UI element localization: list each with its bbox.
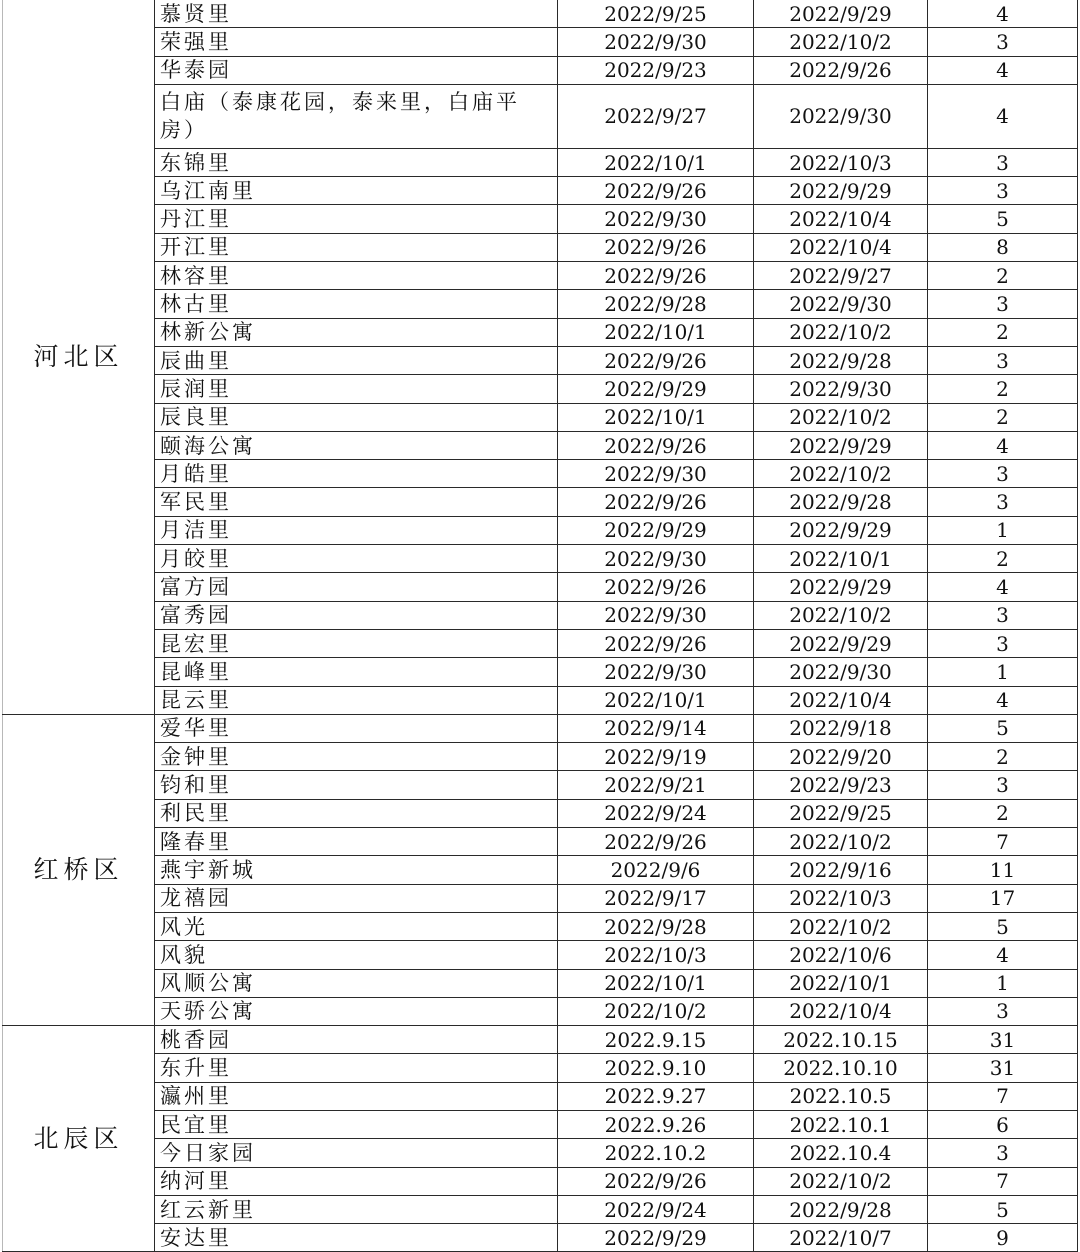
start-date-cell: 2022.9.10 — [558, 1054, 754, 1082]
days-count-cell: 3 — [928, 460, 1078, 488]
start-date-cell: 2022/9/26 — [558, 233, 754, 261]
place-cell: 慕贤里 — [155, 0, 558, 28]
start-date-cell: 2022/9/23 — [558, 56, 754, 84]
place-cell: 军民里 — [155, 488, 558, 516]
start-date-cell: 2022/9/26 — [558, 828, 754, 856]
table-row — [3, 205, 1078, 233]
end-date-cell: 2022/10/2 — [754, 1167, 928, 1195]
days-count-cell: 7 — [928, 828, 1078, 856]
start-date-cell: 2022/9/17 — [558, 884, 754, 912]
days-count-cell: 3 — [928, 629, 1078, 657]
place-cell: 月皓里 — [155, 460, 558, 488]
days-count-cell: 31 — [928, 1026, 1078, 1054]
place-cell: 风光 — [155, 912, 558, 940]
start-date-cell: 2022.9.27 — [558, 1082, 754, 1110]
start-date-cell: 2022/9/26 — [558, 573, 754, 601]
table-row — [3, 1110, 1078, 1138]
place-cell: 今日家园 — [155, 1139, 558, 1167]
place-cell: 红云新里 — [155, 1195, 558, 1223]
end-date-cell: 2022/9/30 — [754, 290, 928, 318]
place-cell: 开江里 — [155, 233, 558, 261]
place-cell: 金钟里 — [155, 743, 558, 771]
place-cell: 辰润里 — [155, 375, 558, 403]
end-date-cell: 2022/9/29 — [754, 516, 928, 544]
table-row — [3, 0, 1078, 28]
days-count-cell: 1 — [928, 658, 1078, 686]
end-date-cell: 2022.10.15 — [754, 1026, 928, 1054]
end-date-cell: 2022/9/29 — [754, 0, 928, 28]
place-cell: 民宜里 — [155, 1110, 558, 1138]
end-date-cell: 2022/10/2 — [754, 403, 928, 431]
start-date-cell: 2022/9/28 — [558, 290, 754, 318]
start-date-cell: 2022/9/26 — [558, 488, 754, 516]
days-count-cell: 5 — [928, 714, 1078, 742]
table-row — [3, 828, 1078, 856]
days-count-cell: 2 — [928, 403, 1078, 431]
days-count-cell: 3 — [928, 1139, 1078, 1167]
place-cell: 东锦里 — [155, 148, 558, 176]
end-date-cell: 2022/9/16 — [754, 856, 928, 884]
place-cell: 丹江里 — [155, 205, 558, 233]
table-row — [3, 629, 1078, 657]
end-date-cell: 2022/10/6 — [754, 941, 928, 969]
start-date-cell: 2022.10.2 — [558, 1139, 754, 1167]
table-row — [3, 573, 1078, 601]
start-date-cell: 2022/9/26 — [558, 431, 754, 459]
days-count-cell: 3 — [928, 290, 1078, 318]
days-count-cell: 8 — [928, 233, 1078, 261]
start-date-cell: 2022/9/26 — [558, 262, 754, 290]
days-count-cell: 9 — [928, 1224, 1078, 1252]
place-cell: 爱华里 — [155, 714, 558, 742]
table-body — [3, 0, 1078, 1252]
days-count-cell: 4 — [928, 56, 1078, 84]
end-date-cell: 2022/9/28 — [754, 346, 928, 374]
days-count-cell: 7 — [928, 1167, 1078, 1195]
days-count-cell: 4 — [928, 686, 1078, 714]
start-date-cell: 2022/9/19 — [558, 743, 754, 771]
start-date-cell: 2022/9/30 — [558, 601, 754, 629]
end-date-cell: 2022/9/28 — [754, 488, 928, 516]
place-cell: 林新公寓 — [155, 318, 558, 346]
place-cell: 风貌 — [155, 941, 558, 969]
days-count-cell: 2 — [928, 375, 1078, 403]
place-cell: 林古里 — [155, 290, 558, 318]
days-count-cell: 31 — [928, 1054, 1078, 1082]
table-row — [3, 28, 1078, 56]
table-row — [3, 148, 1078, 176]
table-row — [3, 431, 1078, 459]
district-cell: 河北区 — [3, 0, 155, 714]
days-count-cell: 6 — [928, 1110, 1078, 1138]
days-count-cell: 2 — [928, 545, 1078, 573]
table-row — [3, 290, 1078, 318]
days-count-cell: 4 — [928, 84, 1078, 148]
start-date-cell: 2022/9/28 — [558, 912, 754, 940]
days-count-cell: 3 — [928, 488, 1078, 516]
days-count-cell: 3 — [928, 771, 1078, 799]
table-row — [3, 1054, 1078, 1082]
start-date-cell: 2022/9/30 — [558, 545, 754, 573]
start-date-cell: 2022/9/26 — [558, 629, 754, 657]
place-cell: 桃香园 — [155, 1026, 558, 1054]
place-cell: 钧和里 — [155, 771, 558, 799]
table-row — [3, 318, 1078, 346]
table-row — [3, 714, 1078, 742]
days-count-cell: 3 — [928, 997, 1078, 1025]
days-count-cell: 5 — [928, 912, 1078, 940]
place-cell: 利民里 — [155, 799, 558, 827]
start-date-cell: 2022/9/26 — [558, 346, 754, 374]
end-date-cell: 2022/9/30 — [754, 375, 928, 403]
end-date-cell: 2022/9/20 — [754, 743, 928, 771]
days-count-cell: 2 — [928, 262, 1078, 290]
table-row — [3, 799, 1078, 827]
end-date-cell: 2022/9/25 — [754, 799, 928, 827]
table-row — [3, 969, 1078, 997]
table-row — [3, 375, 1078, 403]
table-row — [3, 460, 1078, 488]
start-date-cell: 2022/10/1 — [558, 318, 754, 346]
days-count-cell: 3 — [928, 28, 1078, 56]
place-cell: 荣强里 — [155, 28, 558, 56]
days-count-cell: 11 — [928, 856, 1078, 884]
place-cell: 天骄公寓 — [155, 997, 558, 1025]
table-row — [3, 403, 1078, 431]
days-count-cell: 1 — [928, 969, 1078, 997]
table-row — [3, 545, 1078, 573]
start-date-cell: 2022/10/1 — [558, 148, 754, 176]
table-row — [3, 884, 1078, 912]
start-date-cell: 2022/10/1 — [558, 403, 754, 431]
days-count-cell: 3 — [928, 148, 1078, 176]
end-date-cell: 2022.10.5 — [754, 1082, 928, 1110]
place-cell: 龙禧园 — [155, 884, 558, 912]
place-cell: 辰良里 — [155, 403, 558, 431]
end-date-cell: 2022/9/27 — [754, 262, 928, 290]
place-cell: 月洁里 — [155, 516, 558, 544]
start-date-cell: 2022/9/27 — [558, 84, 754, 148]
days-count-cell: 5 — [928, 205, 1078, 233]
start-date-cell: 2022/9/21 — [558, 771, 754, 799]
place-cell: 风顺公寓 — [155, 969, 558, 997]
end-date-cell: 2022/9/30 — [754, 84, 928, 148]
start-date-cell: 2022/10/1 — [558, 686, 754, 714]
start-date-cell: 2022/10/3 — [558, 941, 754, 969]
place-cell: 月皎里 — [155, 545, 558, 573]
days-count-cell: 3 — [928, 601, 1078, 629]
days-count-cell: 2 — [928, 799, 1078, 827]
start-date-cell: 2022.9.26 — [558, 1110, 754, 1138]
table-row — [3, 601, 1078, 629]
end-date-cell: 2022/10/2 — [754, 828, 928, 856]
start-date-cell: 2022/9/29 — [558, 1224, 754, 1252]
end-date-cell: 2022/10/1 — [754, 969, 928, 997]
place-cell: 乌江南里 — [155, 177, 558, 205]
end-date-cell: 2022/10/3 — [754, 884, 928, 912]
table-row — [3, 1224, 1078, 1252]
end-date-cell: 2022/10/4 — [754, 205, 928, 233]
end-date-cell: 2022/9/29 — [754, 629, 928, 657]
table-row — [3, 686, 1078, 714]
end-date-cell: 2022/9/29 — [754, 573, 928, 601]
start-date-cell: 2022/9/30 — [558, 658, 754, 686]
end-date-cell: 2022/10/2 — [754, 912, 928, 940]
start-date-cell: 2022/9/30 — [558, 28, 754, 56]
table-row — [3, 262, 1078, 290]
start-date-cell: 2022/9/26 — [558, 177, 754, 205]
start-date-cell: 2022/10/2 — [558, 997, 754, 1025]
table-row — [3, 658, 1078, 686]
table-row — [3, 84, 1078, 148]
place-cell: 瀛州里 — [155, 1082, 558, 1110]
place-cell: 颐海公寓 — [155, 431, 558, 459]
table-row — [3, 743, 1078, 771]
table-row — [3, 912, 1078, 940]
table-row — [3, 771, 1078, 799]
table-row — [3, 488, 1078, 516]
place-cell: 辰曲里 — [155, 346, 558, 374]
district-cell: 红桥区 — [3, 714, 155, 1025]
place-cell: 昆云里 — [155, 686, 558, 714]
table-row — [3, 1082, 1078, 1110]
days-count-cell: 2 — [928, 318, 1078, 346]
district-cell: 北辰区 — [3, 1026, 155, 1252]
start-date-cell: 2022/9/29 — [558, 516, 754, 544]
days-count-cell: 3 — [928, 177, 1078, 205]
table-row — [3, 1026, 1078, 1054]
table-row — [3, 346, 1078, 374]
table-row — [3, 1167, 1078, 1195]
end-date-cell: 2022/10/4 — [754, 233, 928, 261]
start-date-cell: 2022/9/30 — [558, 205, 754, 233]
table-row — [3, 997, 1078, 1025]
place-cell: 富方园 — [155, 573, 558, 601]
days-count-cell: 4 — [928, 941, 1078, 969]
start-date-cell: 2022/9/6 — [558, 856, 754, 884]
days-count-cell: 4 — [928, 0, 1078, 28]
table-row — [3, 516, 1078, 544]
end-date-cell: 2022/10/4 — [754, 997, 928, 1025]
place-cell: 隆春里 — [155, 828, 558, 856]
end-date-cell: 2022/9/23 — [754, 771, 928, 799]
table-row — [3, 56, 1078, 84]
days-count-cell: 4 — [928, 573, 1078, 601]
end-date-cell: 2022/10/1 — [754, 545, 928, 573]
end-date-cell: 2022/10/4 — [754, 686, 928, 714]
start-date-cell: 2022/9/26 — [558, 1167, 754, 1195]
table-row — [3, 1195, 1078, 1223]
start-date-cell: 2022/9/14 — [558, 714, 754, 742]
start-date-cell: 2022/9/30 — [558, 460, 754, 488]
place-cell: 纳河里 — [155, 1167, 558, 1195]
end-date-cell: 2022/10/2 — [754, 318, 928, 346]
start-date-cell: 2022/9/25 — [558, 0, 754, 28]
end-date-cell: 2022/10/7 — [754, 1224, 928, 1252]
start-date-cell: 2022/9/29 — [558, 375, 754, 403]
start-date-cell: 2022/9/24 — [558, 1195, 754, 1223]
place-cell: 燕宇新城 — [155, 856, 558, 884]
place-cell: 安达里 — [155, 1224, 558, 1252]
place-cell: 富秀园 — [155, 601, 558, 629]
place-cell: 白庙（泰康花园，泰来里，白庙平房） — [155, 84, 558, 148]
table-row — [3, 233, 1078, 261]
days-count-cell: 1 — [928, 516, 1078, 544]
place-cell: 昆峰里 — [155, 658, 558, 686]
days-count-cell: 2 — [928, 743, 1078, 771]
quarantine-schedule-table — [2, 0, 1078, 1252]
table-row — [3, 1139, 1078, 1167]
days-count-cell: 17 — [928, 884, 1078, 912]
days-count-cell: 3 — [928, 346, 1078, 374]
end-date-cell: 2022/9/29 — [754, 431, 928, 459]
end-date-cell: 2022/9/29 — [754, 177, 928, 205]
end-date-cell: 2022.10.4 — [754, 1139, 928, 1167]
start-date-cell: 2022/10/1 — [558, 969, 754, 997]
start-date-cell: 2022.9.15 — [558, 1026, 754, 1054]
start-date-cell: 2022/9/24 — [558, 799, 754, 827]
place-cell: 华泰园 — [155, 56, 558, 84]
table-row — [3, 856, 1078, 884]
days-count-cell: 4 — [928, 431, 1078, 459]
end-date-cell: 2022.10.1 — [754, 1110, 928, 1138]
days-count-cell: 5 — [928, 1195, 1078, 1223]
end-date-cell: 2022/10/2 — [754, 28, 928, 56]
place-cell: 昆宏里 — [155, 629, 558, 657]
place-cell: 东升里 — [155, 1054, 558, 1082]
end-date-cell: 2022/10/2 — [754, 601, 928, 629]
end-date-cell: 2022/9/26 — [754, 56, 928, 84]
end-date-cell: 2022.10.10 — [754, 1054, 928, 1082]
table-row — [3, 941, 1078, 969]
end-date-cell: 2022/10/2 — [754, 460, 928, 488]
end-date-cell: 2022/9/18 — [754, 714, 928, 742]
table-row — [3, 177, 1078, 205]
days-count-cell: 7 — [928, 1082, 1078, 1110]
place-cell: 林容里 — [155, 262, 558, 290]
end-date-cell: 2022/9/30 — [754, 658, 928, 686]
end-date-cell: 2022/9/28 — [754, 1195, 928, 1223]
end-date-cell: 2022/10/3 — [754, 148, 928, 176]
